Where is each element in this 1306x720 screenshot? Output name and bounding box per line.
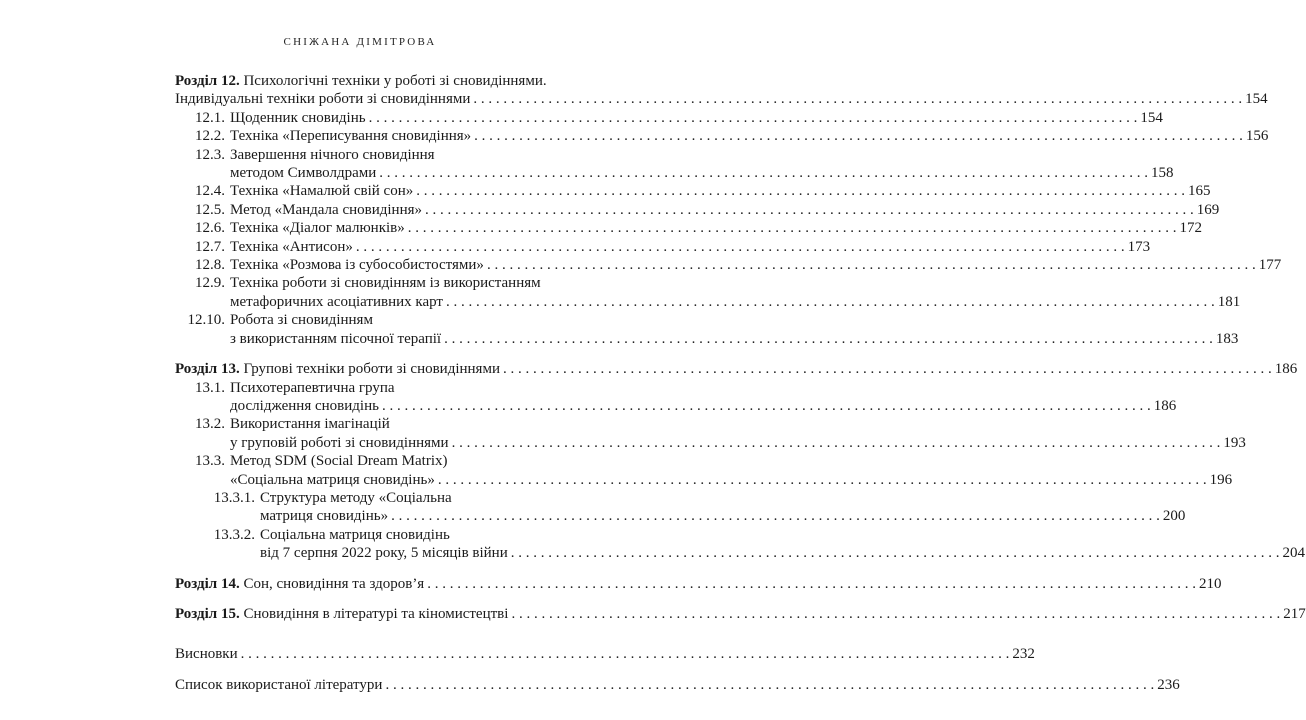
item-title: Техніка «Переписування сновидіння» [230, 128, 472, 145]
page-number: 181 [1217, 293, 1241, 310]
section-label: Розділ 13. [175, 361, 240, 378]
section-label: Розділ 14. [175, 575, 240, 592]
page-number: 186 [1153, 397, 1177, 414]
toc-item-13-3 [175, 452, 563, 470]
item-title: Психотерапевтична група [230, 379, 395, 396]
item-title-continuation: з використанням пісочної терапії [230, 330, 442, 347]
page-number: 156 [1245, 128, 1269, 145]
section-label: Розділ 15. [175, 605, 240, 622]
item-number: 12.1. [195, 109, 225, 126]
item-title-continuation: методом Символдрами [230, 165, 377, 182]
item-title: Техніка «Розмова із субособистостями» [230, 257, 484, 274]
section-title: Групові техніки роботи зі сновидіннями [243, 361, 500, 378]
leader-dots [473, 90, 1242, 108]
leader-dots [452, 434, 1221, 452]
toc-item-12-10 [175, 311, 563, 329]
item-number: 12.10. [187, 312, 225, 329]
leader-dots [446, 293, 1215, 311]
item-number: 13.3.1. [213, 489, 255, 506]
item-title: Структура методу «Соціальна [260, 489, 452, 506]
toc-item-13-2-continuation [175, 434, 1246, 452]
item-title-continuation: «Соціальна матриця сновидінь» [230, 471, 435, 488]
item-title: Соціальна матриця сновидінь [260, 526, 450, 543]
toc-item-12-5 [175, 201, 1220, 219]
leader-dots [425, 201, 1194, 219]
toc-section-14-heading [175, 575, 1222, 593]
toc-item-12-1 [175, 109, 1163, 127]
page-number: 154 [1245, 91, 1268, 108]
toc-item-12-2 [175, 127, 1269, 145]
section-subtitle: Індивідуальні техніки роботи зі сновидіннями [175, 91, 471, 108]
toc-item-12-9-continuation [175, 293, 1241, 311]
item-number: 13.3. [195, 453, 225, 470]
page-number: 217 [1283, 605, 1306, 622]
item-title: Завершення нічного сновидіння [230, 146, 435, 163]
item-title: Метод «Мандала сновидіння» [230, 201, 422, 218]
item-number: 12.2. [195, 128, 225, 145]
item-title-continuation: від 7 серпня 2022 року, 5 місяців війни [260, 545, 508, 562]
item-title: Техніка «Намалюй свій сон» [230, 183, 414, 200]
leader-dots [382, 397, 1151, 415]
page-number: 173 [1127, 238, 1151, 255]
leader-dots [416, 182, 1185, 200]
section-title: Сон, сновидіння та здоров’я [243, 575, 425, 592]
item-title: Техніка «Антисон» [230, 238, 353, 255]
page-number: 172 [1179, 220, 1202, 237]
item-title: Метод SDM (Social Dream Matrix) [230, 453, 448, 470]
leader-dots [408, 219, 1177, 237]
leader-dots [356, 238, 1125, 256]
item-title-continuation: дослідження сновидінь [230, 397, 379, 414]
item-number: 13.3.2. [213, 526, 255, 543]
toc-item-12-9 [175, 274, 563, 292]
item-title: Висновки [175, 646, 238, 663]
page-number: 183 [1215, 330, 1239, 347]
toc-item-12-8 [175, 256, 1282, 274]
toc-section-12-heading [175, 72, 563, 90]
item-title-continuation: матриця сновидінь» [260, 508, 389, 525]
toc-item-13-3-1-continuation [175, 507, 1186, 525]
leader-dots [427, 575, 1196, 593]
page-number: 210 [1198, 575, 1222, 592]
item-title-continuation: метафоричних асоціативних карт [230, 293, 443, 310]
item-number: 12.9. [195, 275, 225, 292]
page-number: 204 [1282, 545, 1305, 562]
page-number: 154 [1140, 109, 1163, 126]
leader-dots [444, 330, 1213, 348]
item-title: Техніка роботи зі сновидінням із використанням [230, 275, 541, 292]
item-number: 13.2. [195, 416, 225, 433]
toc-conclusions [175, 645, 1035, 663]
toc-item-13-3-continuation [175, 471, 1233, 489]
page-number: 193 [1223, 434, 1246, 451]
item-number: 12.5. [195, 201, 225, 218]
page-number: 158 [1151, 165, 1174, 182]
toc-section-12-subtitle [175, 90, 1268, 108]
item-title: Щоденник сновидінь [230, 109, 366, 126]
item-title: Робота зі сновидінням [230, 312, 373, 329]
section-title: Психологічні техніки у роботі зі сновидіннями. [243, 73, 547, 89]
leader-dots [438, 471, 1207, 489]
page-number: 177 [1258, 257, 1282, 274]
toc-section-13-heading [175, 360, 1298, 378]
page-number: 165 [1187, 183, 1211, 200]
toc-item-12-3 [175, 146, 563, 164]
leader-dots [511, 544, 1280, 562]
toc-item-13-1-continuation [175, 397, 1177, 415]
toc-item-12-3-continuation [175, 164, 1174, 182]
item-title: Список використаної літератури [175, 676, 383, 693]
page-number: 236 [1157, 676, 1180, 693]
page-number: 169 [1196, 201, 1220, 218]
toc-item-13-2 [175, 415, 563, 433]
page-number: 232 [1012, 646, 1035, 663]
section-label: Розділ 12. [175, 73, 240, 89]
table-of-contents [175, 72, 1306, 694]
running-header-author: СНІЖАНА ДІМІТРОВА [283, 36, 437, 48]
section-title: Сновидіння в літературі та кіномистецтві [243, 605, 509, 622]
toc-item-12-6 [175, 219, 1202, 237]
item-number: 12.7. [195, 238, 225, 255]
leader-dots [379, 164, 1148, 182]
toc-item-13-3-2-continuation [175, 544, 1305, 562]
item-title: Техніка «Діалог малюнків» [230, 220, 405, 237]
item-number: 13.1. [195, 379, 225, 396]
leader-dots [474, 127, 1243, 145]
item-title: Використання імагінацій [230, 416, 390, 433]
page-number: 200 [1162, 508, 1186, 525]
leader-dots [487, 256, 1256, 274]
leader-dots [503, 360, 1272, 378]
toc-item-12-10-continuation [175, 330, 1239, 348]
item-number: 12.4. [195, 183, 225, 200]
toc-item-13-3-1 [175, 489, 563, 507]
leader-dots [241, 645, 1010, 663]
item-title-continuation: у груповій роботі зі сновидіннями [230, 434, 449, 451]
leader-dots [391, 507, 1160, 525]
leader-dots [369, 109, 1138, 127]
item-number: 12.3. [195, 146, 225, 163]
toc-section-15-heading [175, 605, 1306, 623]
item-number: 12.8. [195, 257, 225, 274]
page-number: 196 [1209, 471, 1233, 488]
toc-item-12-7 [175, 238, 1151, 256]
toc-references [175, 676, 1180, 694]
leader-dots [511, 605, 1280, 623]
toc-item-13-3-2 [175, 526, 563, 544]
page-number: 186 [1274, 361, 1298, 378]
leader-dots [385, 676, 1154, 694]
toc-item-12-4 [175, 182, 1211, 200]
toc-item-13-1 [175, 379, 563, 397]
item-number: 12.6. [195, 220, 225, 237]
